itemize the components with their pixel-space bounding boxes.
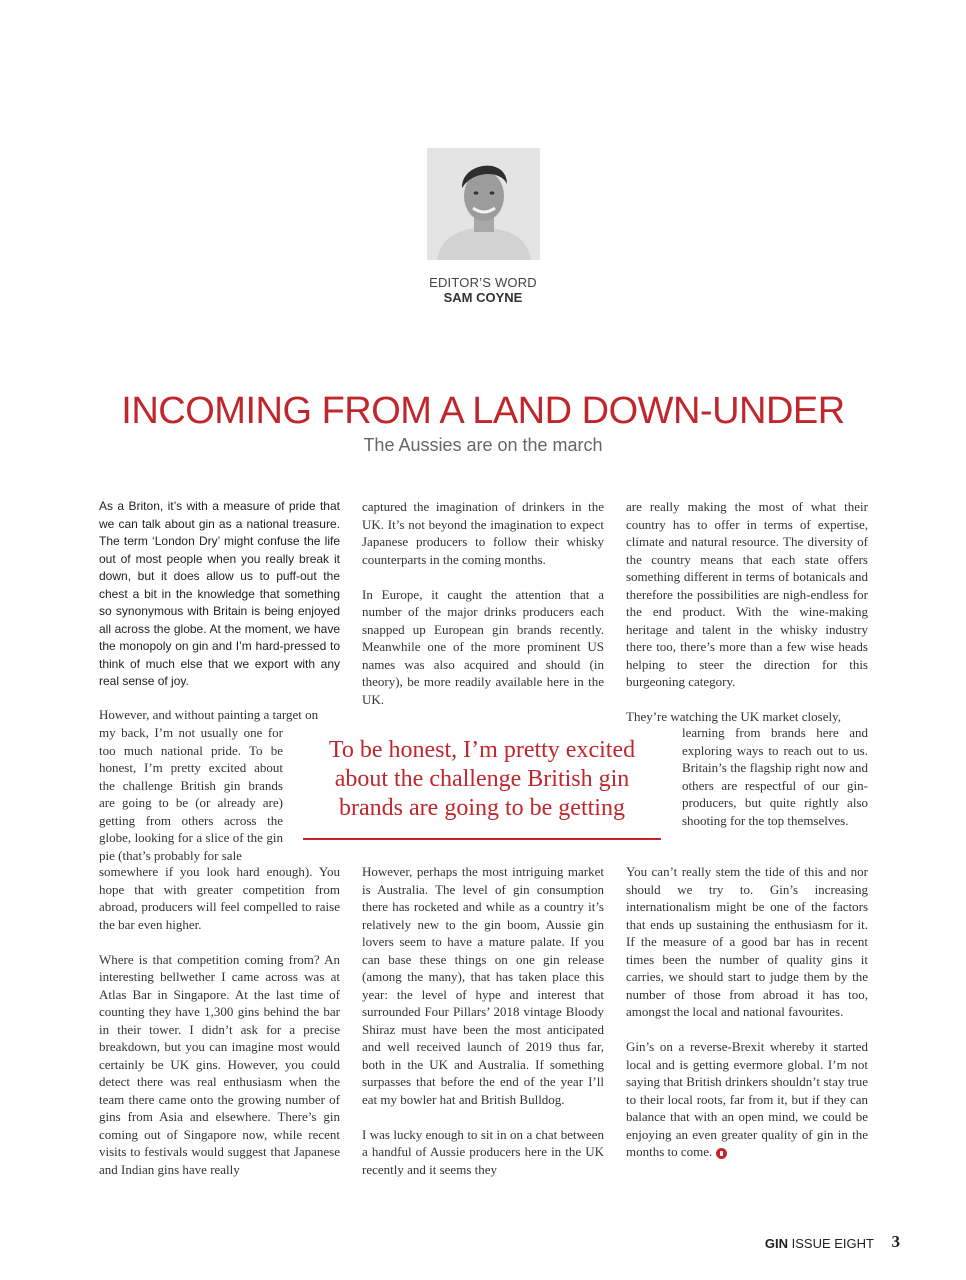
paragraph: Where is that competition coming from? An interesting bellwether I came across was at Atlas Bar in Singapore. At the last time of counting they have 1,300 gins behind the bar in their tower. I didn’t ask for a precise breakdown, but you can imagine most would certainly be UK gins. However, you could detect there was real enthusiasm when the team there came onto the growing number of gins from Asia and elsewhere. There’s gin coming out of Singapore now, while recent visits to festivals would suggest that Japanese and Indian gins have really [99, 951, 340, 1177]
paragraph: They’re watching the UK market closely, [626, 709, 842, 724]
pull-quote-rule [303, 838, 661, 840]
issue-label: ISSUE EIGHT [791, 1236, 874, 1251]
magazine-name: GIN [764, 1236, 789, 1251]
intro-paragraph: As a Briton, it’s with a measure of pride that we can talk about gin as a national treasure. The term ‘London Dry’ might confuse the life out of most people when you really break it down, but it does allow us to puff-out the chest a bit in the knowledge that something so synonymous with Britain is being enjoyed all across the globe. At the moment, we have the monopoly on gin and I’m hard-pressed to think of much else that we export with any real sense of joy. [99, 499, 340, 688]
paragraph: You can’t really stem the tide of this and nor should we try to. Gin’s increasing internationalism might be one of the factors that ends up sustaining the enthusiasm for it. If the measure of a good bar has in recent times been the number of quality gins it carries, we should start to judge them by the number of those from abroad it has too, amongst the local and national favourites. [626, 864, 868, 1019]
page-number: 3 [891, 1232, 900, 1251]
paragraph: are really making the most of what their country has to offer in terms of expertise, climate and natural resource. The diversity of the country means that each state offers something different in terms of botanicals and therefore the possibilities are nigh-endless for the end product. With the wine-making heritage and talent in the whisky industry there too, there’s more than a few wise heads helping to steer the direction for this burgeoning category. [626, 499, 868, 689]
column-3-bottom [626, 863, 868, 1178]
paragraph: my back, I’m not usually one for too much national pride. To be honest, I’m pretty excited about the challenge British gin brands are going to be (or already are) getting from others across the globe, looking for a slice of the gin pie (that’s probably for sale [99, 725, 283, 863]
paragraph: In Europe, it caught the attention that a number of the major drinks producers each snapped up European gin brands recently. Meanwhile one of the more prominent US names was also acquired and should (in theory), be more readily available here in the UK. [362, 586, 604, 707]
closing-paragraph [626, 1038, 868, 1161]
paragraph-text: Gin’s on a reverse-Brexit whereby it started local and is getting evermore global. I’m not saying that British drinkers shouldn’t stay true to their local roots, far from it, but if they can balance that with an open mind, we could be enjoying an even greater quality of gin in the months to come. [626, 1039, 868, 1159]
paragraph: However, perhaps the most intriguing market is Australia. The level of gin consumption there has rocketed and while as a country it’s relatively new to the gin boom, Aussie gin lovers seem to have a mature palate. If you can base these things on one gin release (among the many), that has taken place this year: the level of hype and interest that surrounded Four Pillars’ 2018 vintage Bloody Shiraz must have been the most anticipated and well received launch of 2019 thus far, both in the UK and Australia. If something surpasses that before the end of the year I’ll eat my bowler hat and British Bulldog. [362, 864, 604, 1107]
pull-quote: To be honest, I’m pretty excited about the challenge British gin brands are going to be getting [328, 737, 636, 821]
page-footer [765, 1236, 874, 1251]
column-1-body [99, 863, 340, 1196]
column-3-top [626, 498, 868, 726]
paragraph: However, and without painting a target on [99, 707, 319, 722]
author-name: SAM COYNE [443, 290, 523, 305]
editor-portrait [427, 148, 540, 260]
section-label: EDITOR’S WORD [429, 275, 537, 290]
column-1-wrap [99, 724, 283, 882]
article-headline: INCOMING FROM A LAND DOWN-UNDER [121, 390, 845, 432]
paragraph: captured the imagination of drinkers in the UK. It’s not beyond the imagination to expect Japanese producers to follow their whisky counterparts in the coming months. [362, 499, 604, 567]
column-1-intro [99, 498, 340, 708]
paragraph: I was lucky enough to sit in on a chat between a handful of Aussie producers here in the UK recently and it seems they [362, 1126, 604, 1177]
column-2-top [362, 498, 604, 726]
column-3-wrap [682, 724, 868, 847]
article-subhead: The Aussies are on the march [363, 435, 603, 455]
paragraph: somewhere if you look hard enough). You hope that with greater competition from abroad, producers will feel compelled to raise the bar even higher. [99, 864, 340, 932]
column-2-bottom [362, 863, 604, 1196]
paragraph: learning from brands here and exploring ways to reach out to us. Britain’s the flagship right now and others are respectful of our gin-producers, but quite rightly also shooting for the top themselves. [682, 725, 868, 828]
gin-logo-endmark-icon [716, 1148, 727, 1159]
